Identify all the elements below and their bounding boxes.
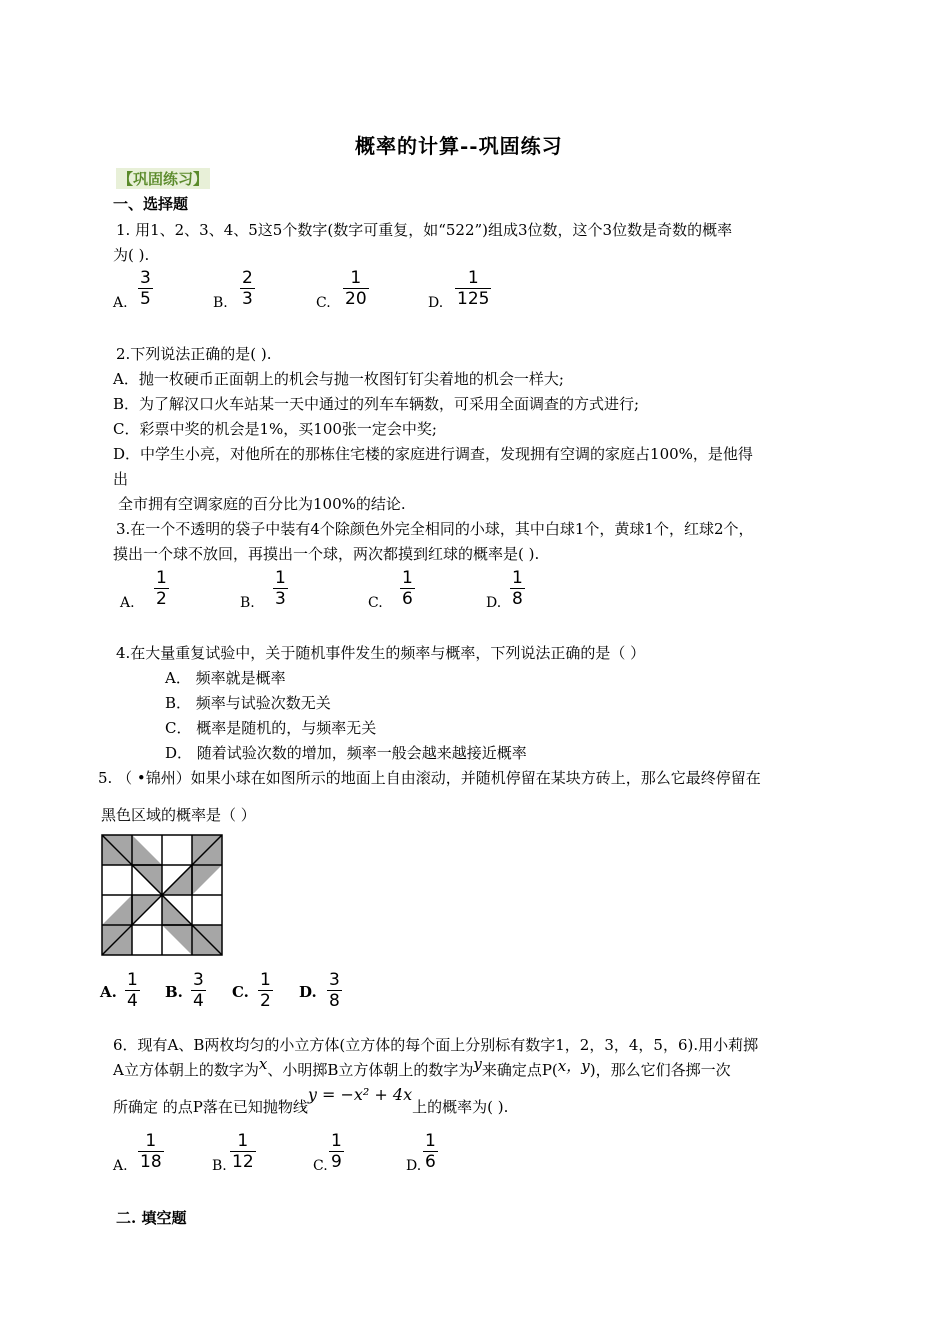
- q2-stem: 2.下列说法正确的是( ).: [116, 345, 272, 363]
- q3-option-c-fraction: [400, 568, 415, 609]
- q2-option-c: C．彩票中奖的机会是1%，买100张一定会中奖;: [113, 420, 437, 438]
- q5-option-d-fraction: [327, 970, 342, 1011]
- q3-option-d-label: D.: [486, 595, 502, 611]
- q6-option-b-label: B.: [212, 1158, 227, 1174]
- q5-stem-line1: 5. （ •锦州）如果小球在如图所示的地面上自由滚动，并随机停留在某块方砖上，那么它最终停留在: [98, 769, 761, 787]
- q5-d-den: 8: [329, 991, 340, 1011]
- q1-d-den: 125: [457, 289, 490, 309]
- q6-line3-part-b: 上的概率为( ).: [412, 1098, 509, 1116]
- q5-option-d-label: D.: [299, 983, 317, 1001]
- page-title: 概率的计算--巩固练习: [355, 134, 563, 158]
- q6-stem-line2: [113, 1055, 731, 1080]
- q3-option-a-fraction: [154, 568, 169, 609]
- q3-c-den: 6: [402, 589, 413, 609]
- q3-option-a-label: A.: [120, 595, 135, 611]
- q5-c-den: 2: [260, 991, 271, 1011]
- q6-option-a-fraction: [138, 1131, 164, 1172]
- q2-option-d-line1: D．中学生小亮，对他所在的那栋住宅楼的家庭进行调查，发现拥有空调的家庭占100%，是他得: [113, 445, 753, 463]
- q5-option-a-fraction: [125, 970, 140, 1011]
- q6-line2-part-a: A立方体朝上的数字为: [113, 1061, 259, 1079]
- q1-b-den: 3: [242, 289, 253, 309]
- q3-option-b-label: B.: [240, 595, 255, 611]
- q1-a-den: 5: [140, 289, 151, 309]
- q1-a-num: 3: [140, 268, 151, 288]
- q2-option-d-line2: 出: [113, 470, 129, 488]
- part2-heading: 二. 填空题: [116, 1209, 187, 1227]
- q1-c-num: 1: [350, 268, 362, 288]
- q5-a-den: 4: [127, 991, 138, 1011]
- q6-d-num: 1: [425, 1131, 436, 1151]
- q3-a-num: 1: [156, 568, 167, 588]
- q4-option-d: D． 随着试验次数的增加，频率一般会越来越接近概率: [165, 744, 527, 762]
- q1-b-num: 2: [242, 268, 253, 288]
- q3-option-d-fraction: [510, 568, 525, 609]
- q5-option-b-fraction: [191, 970, 206, 1011]
- part1-heading: 一、选择题: [113, 195, 189, 213]
- q6-stem-line1: 6．现有A、B两枚均匀的小立方体(立方体的每个面上分别标有数字1，2，3，4，5，6).用小莉掷: [113, 1036, 759, 1054]
- q5-d-num: 3: [329, 970, 340, 990]
- q6-line2-part-c: 来确定点P(: [481, 1061, 558, 1079]
- q1-stem-line2: 为( ).: [113, 246, 150, 264]
- q4-option-b: B． 频率与试验次数无关: [165, 694, 331, 712]
- q6-b-num: 1: [237, 1131, 249, 1151]
- q5-option-c-fraction: [258, 970, 273, 1011]
- q1-c-den: 20: [345, 289, 367, 309]
- q6-c-den: 9: [331, 1152, 342, 1172]
- q1-stem-line1: 1. 用1、2、3、4、5这5个数字(数字可重复，如“522”)组成3位数，这个3位数是奇数的概率: [116, 221, 733, 239]
- q3-d-den: 8: [512, 589, 523, 609]
- q1-d-num: 1: [467, 268, 479, 288]
- q1-option-b-label: B.: [213, 295, 228, 311]
- q1-option-c-fraction: [343, 268, 369, 309]
- q3-a-den: 2: [156, 589, 167, 609]
- q5-c-num: 1: [260, 970, 271, 990]
- q6-line2-part-b: 、小明掷B立方体朝上的数字为: [267, 1061, 474, 1079]
- q6-option-a-label: A.: [113, 1158, 128, 1174]
- q4-option-a: A． 频率就是概率: [165, 669, 286, 687]
- q3-stem-line2: 摸出一个球不放回，再摸出一个球，两次都摸到红球的概率是( ).: [113, 545, 540, 563]
- q6-option-c-fraction: [329, 1131, 344, 1172]
- q3-b-den: 3: [275, 589, 286, 609]
- q6-equation: y = −x² + 4x: [307, 1085, 413, 1104]
- q6-c-num: 1: [331, 1131, 342, 1151]
- q6-point-xy: x，y: [557, 1057, 590, 1075]
- q1-option-a-fraction: [138, 268, 153, 309]
- q4-stem: 4.在大量重复试验中，关于随机事件发生的频率与概率，下列说法正确的是（ ）: [116, 644, 646, 662]
- q6-var-x: x: [258, 1055, 268, 1073]
- grid-lines: [102, 835, 222, 955]
- q1-option-d-fraction: [455, 268, 491, 309]
- q6-option-d-fraction: [423, 1131, 438, 1172]
- q5-a-num: 1: [127, 970, 138, 990]
- q6-line3-part-a: 所确定 的点P落在已知抛物线: [113, 1098, 308, 1116]
- section-tag: 【巩固练习】: [118, 170, 209, 188]
- q6-a-den: 18: [140, 1152, 162, 1172]
- q4-option-c: C． 概率是随机的，与频率无关: [165, 719, 377, 737]
- q5-option-a-label: A.: [100, 983, 117, 1001]
- q6-b-den: 12: [232, 1152, 254, 1172]
- q6-line2-part-d: )，那么它们各掷一次: [589, 1061, 731, 1079]
- q6-option-d-label: D.: [406, 1158, 422, 1174]
- q6-d-den: 6: [425, 1152, 436, 1172]
- q3-b-num: 1: [275, 568, 286, 588]
- q5-stem-line2: 黑色区域的概率是（ ）: [101, 806, 256, 824]
- q2-option-d-line3: 全市拥有空调家庭的百分比为100%的结论.: [118, 495, 406, 513]
- q3-stem-line1: 3.在一个不透明的袋子中装有4个除颜色外完全相同的小球，其中白球1个，黄球1个，红球2个，: [116, 520, 754, 538]
- q1-option-b-fraction: [240, 268, 255, 309]
- q3-c-num: 1: [402, 568, 413, 588]
- q3-option-c-label: C.: [368, 595, 383, 611]
- q5-option-b-label: B.: [165, 983, 183, 1001]
- q2-option-b: B．为了解汉口火车站某一天中通过的列车车辆数，可采用全面调查的方式进行;: [113, 395, 640, 413]
- q2-option-a: A．抛一枚硬币正面朝上的机会与抛一枚图钉钉尖着地的机会一样大;: [113, 370, 564, 388]
- q6-var-y: y: [473, 1055, 482, 1073]
- q6-option-b-fraction: [230, 1131, 256, 1172]
- q5-b-den: 4: [193, 991, 204, 1011]
- q5-b-num: 3: [193, 970, 204, 990]
- q1-option-c-label: C.: [316, 295, 331, 311]
- q6-a-num: 1: [145, 1131, 157, 1151]
- q6-stem-line3: [113, 1085, 509, 1117]
- q1-option-d-label: D.: [428, 295, 444, 311]
- tile-floor-figure: [100, 833, 224, 957]
- q3-option-b-fraction: [273, 568, 288, 609]
- q1-option-a-label: A.: [113, 295, 128, 311]
- q3-d-num: 1: [512, 568, 523, 588]
- q5-option-c-label: C.: [232, 983, 249, 1001]
- q6-option-c-label: C.: [313, 1158, 328, 1174]
